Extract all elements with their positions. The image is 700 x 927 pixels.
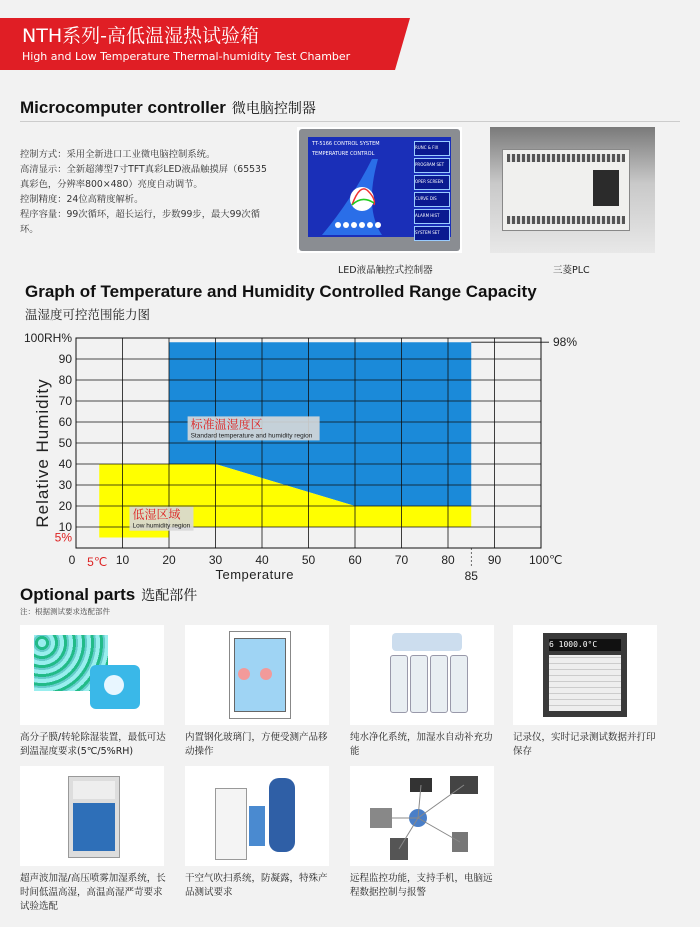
y-axis-title: Relative Humidity xyxy=(33,378,52,528)
optional-note: 注：根据测试要求选配部件 xyxy=(20,607,110,616)
y-min-label: 5% xyxy=(54,530,72,545)
spec-line: 程序容量：99次循环，超长运行，步数99步，最大99次循环。 xyxy=(20,209,261,235)
option-card-dry-air xyxy=(185,766,329,866)
option-caption: 远程监控功能，支持手机，电脑远程数据控制与报警 xyxy=(350,873,493,898)
screen-button: SYSTEM SET xyxy=(414,226,450,241)
x-tick-label: 40 xyxy=(255,553,269,567)
option-card-remote-monitor xyxy=(350,766,494,866)
x-tick-label: 0 xyxy=(68,553,76,567)
y-tick-label: 60 xyxy=(58,415,72,429)
x-tick-label: 10 xyxy=(115,553,130,567)
x-tick-label: 60 xyxy=(348,553,362,567)
screen-button: ALARM HIST xyxy=(414,209,450,224)
option-caption: 超声波加湿/高压喷雾加湿系统，长时间低温高湿，高温高湿严苛要求试验选配 xyxy=(20,873,166,912)
rotor-unit-image xyxy=(90,665,140,709)
option-card-water-purifier xyxy=(350,625,494,725)
x-tick-label: 50 xyxy=(301,553,316,567)
screen-line: TT-5166 CONTROL SYSTEM xyxy=(312,141,380,147)
screen-buttons xyxy=(414,141,450,243)
recorder-body xyxy=(543,633,627,717)
option-caption: 内置钢化玻璃门，方便受测产品移动操作 xyxy=(185,732,328,757)
screen-button: RUNC & FIX xyxy=(414,141,450,156)
touchscreen-caption: LED液晶触控式控制器 xyxy=(338,265,433,276)
controller-specs xyxy=(20,147,270,237)
option-card-humidifier xyxy=(20,766,164,866)
optional-heading-en: Optional parts xyxy=(20,585,136,604)
touchscreen-display xyxy=(308,137,451,237)
network-diagram xyxy=(350,766,494,866)
option-card-dehumidifier xyxy=(20,625,164,725)
y-max-label: 98% xyxy=(553,335,578,350)
screen-button: CURVE DIS xyxy=(414,192,450,207)
humidifier-image xyxy=(68,776,120,858)
y-tick-label: 80 xyxy=(58,373,72,387)
y-tick-label: 40 xyxy=(58,457,72,471)
region-low-humidity-label-cn: 低湿区域 xyxy=(132,507,181,522)
controller-heading-cn: 微电脑控制器 xyxy=(231,100,316,116)
screen-button: OPER SCREEN xyxy=(414,175,450,190)
spec-line: 控制精度：24位高精度解析。 xyxy=(20,194,144,205)
page-subtitle: High and Low Temperature Thermal-humidity Test Chamber xyxy=(22,50,351,63)
range-chart xyxy=(0,320,700,585)
y-tick-label: 100RH% xyxy=(23,331,72,345)
y-tick-label: 30 xyxy=(58,478,72,492)
option-caption: 高分子膜/转轮除湿装置，最低可达到温湿度要求(5℃/5%RH) xyxy=(20,732,166,757)
option-caption: 记录仪，实时记录测试数据并打印保存 xyxy=(513,732,656,757)
touchscreen-photo xyxy=(297,127,462,253)
x-tick-label: 90 xyxy=(487,553,502,567)
x-tick-label: 70 xyxy=(394,553,409,567)
region-standard-label-cn: 标准温湿度区 xyxy=(190,417,263,432)
y-tick-label: 90 xyxy=(58,352,72,366)
option-caption: 纯水净化系统，加湿水自动补充功能 xyxy=(350,732,493,757)
y-tick-label: 10 xyxy=(58,520,72,534)
optional-heading-cn: 选配部件 xyxy=(141,587,198,603)
plc-unit xyxy=(502,149,630,231)
plc-photo xyxy=(490,127,655,253)
y-tick-label: 20 xyxy=(58,499,72,513)
x-axis-title: Temperature xyxy=(215,567,294,582)
controller-heading-en: Microcomputer controller xyxy=(20,98,226,117)
option-card-glass-door xyxy=(185,625,329,725)
page-title: NTH系列-高低温湿热试验箱 xyxy=(22,25,259,47)
recorder-display: 6 1000.0°C xyxy=(549,639,621,651)
x-max-label: 85 xyxy=(464,569,478,583)
spec-line: 控制方式：采用全新进口工业微电脑控制系统。 xyxy=(20,149,216,160)
region-low-humidity-label-en: Low humidity region xyxy=(132,522,191,530)
divider xyxy=(20,121,680,122)
spec-line: 高清显示：全新超薄型7寸TFT真彩LED液晶触摸屏（65535真彩色，分辨率800×480）亮度自动调节。 xyxy=(20,164,267,190)
graph-subtitle: 温湿度可控范围能力图 xyxy=(25,307,151,322)
screen-button: PROGRAM SET xyxy=(414,158,450,173)
y-tick-label: 70 xyxy=(58,394,72,408)
door-frame xyxy=(229,631,291,719)
x-tick-label: 100℃ xyxy=(529,553,563,567)
plc-caption: 三菱PLC xyxy=(553,265,590,276)
region-standard-label-en: Standard temperature and humidity region xyxy=(190,432,313,440)
x-tick-label: 30 xyxy=(208,553,223,567)
option-card-recorder xyxy=(513,625,657,725)
y-tick-label: 50 xyxy=(58,436,72,450)
option-caption: 干空气吹扫系统，防凝露，特殊产品测试要求 xyxy=(185,873,328,898)
header-banner xyxy=(0,18,410,70)
optional-heading xyxy=(20,585,197,605)
x-tick-label: 20 xyxy=(162,553,176,567)
controller-heading xyxy=(20,98,316,118)
screen-graphic xyxy=(312,159,412,239)
graph-title: Graph of Temperature and Humidity Controlled Range Capacity xyxy=(25,282,537,301)
x-tick-label: 80 xyxy=(441,553,455,567)
x-min-label: 5℃ xyxy=(87,555,108,569)
screen-line: TEMPERATURE CONTROL xyxy=(312,151,375,157)
